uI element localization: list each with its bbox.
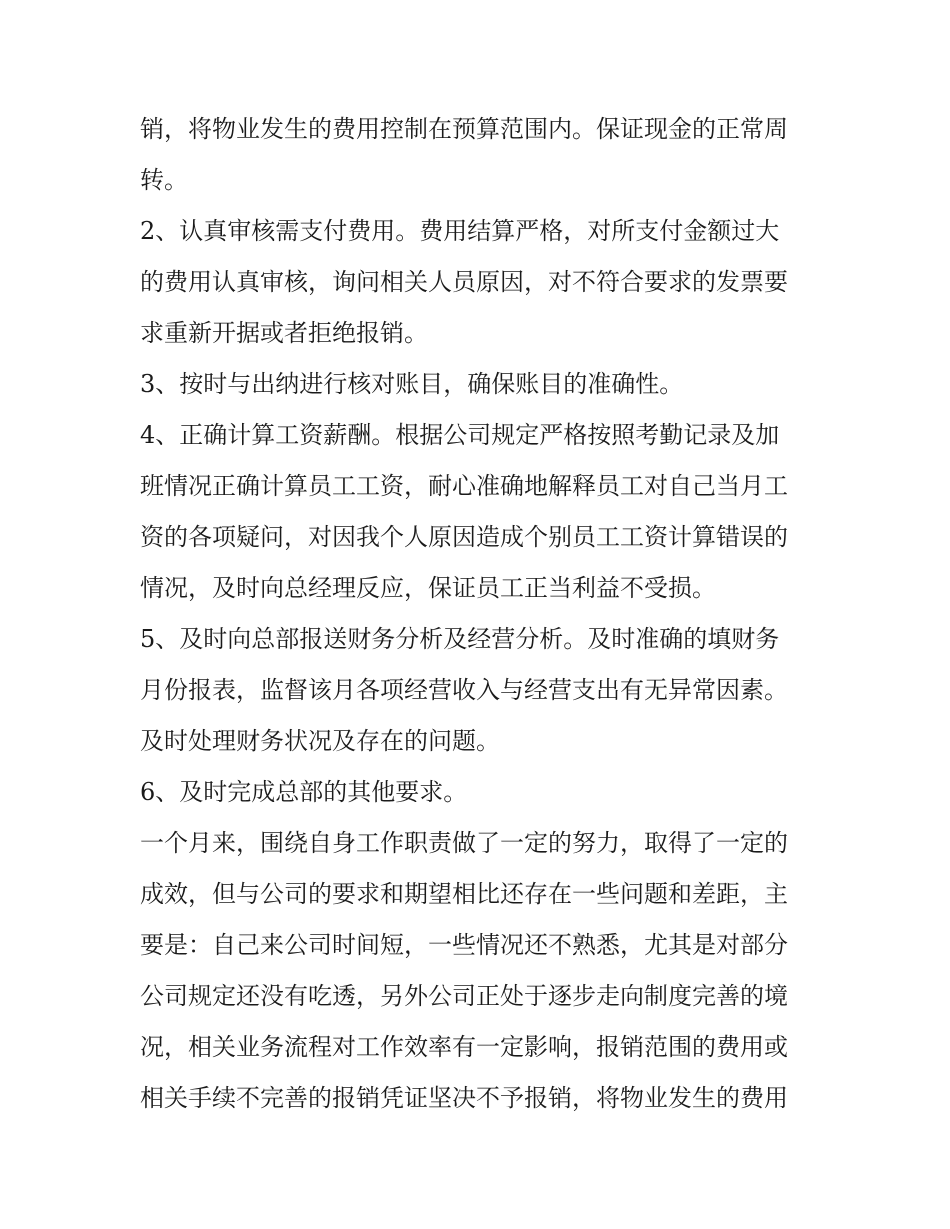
text-line: 5、及时向总部报送财务分析及经营分析。及时准确的填财务: [140, 625, 780, 653]
text-line: 资的各项疑问，对因我个人原因造成个别员工工资计算错误的: [140, 523, 788, 551]
text-line: 月份报表，监督该月各项经营收入与经营支出有无异常因素。: [140, 676, 788, 704]
text-line: 况，相关业务流程对工作效率有一定影响，报销范围的费用或: [140, 1033, 788, 1061]
text-line: 的费用认真审核，询问相关人员原因，对不符合要求的发票要: [140, 268, 788, 296]
document-body: [140, 104, 820, 1124]
text-line: 求重新开据或者拒绝报销。: [140, 319, 428, 347]
text-line: 成效，但与公司的要求和期望相比还存在一些问题和差距，主: [140, 880, 788, 908]
text-line: 公司规定还没有吃透，另外公司正处于逐步走向制度完善的境: [140, 982, 788, 1010]
text-line: 2、认真审核需支付费用。费用结算严格，对所支付金额过大: [140, 217, 780, 245]
text-line: 及时处理财务状况及存在的问题。: [140, 727, 500, 755]
text-line: 班情况正确计算员工工资，耐心准确地解释员工对自己当月工: [140, 472, 788, 500]
text-line: 情况，及时向总经理反应，保证员工正当利益不受损。: [140, 574, 716, 602]
text-line: 4、正确计算工资薪酬。根据公司规定严格按照考勤记录及加: [140, 421, 780, 449]
text-line: 相关手续不完善的报销凭证坚决不予报销，将物业发生的费用: [140, 1084, 788, 1112]
text-line: 3、按时与出纳进行核对账目，确保账目的准确性。: [140, 370, 684, 398]
text-line: 一个月来，围绕自身工作职责做了一定的努力，取得了一定的: [140, 829, 788, 857]
text-line: 要是：自己来公司时间短，一些情况还不熟悉，尤其是对部分: [140, 931, 788, 959]
text-line: 转。: [140, 166, 188, 194]
text-line: 销，将物业发生的费用控制在预算范围内。保证现金的正常周: [140, 115, 788, 143]
text-line: 6、及时完成总部的其他要求。: [140, 778, 468, 806]
